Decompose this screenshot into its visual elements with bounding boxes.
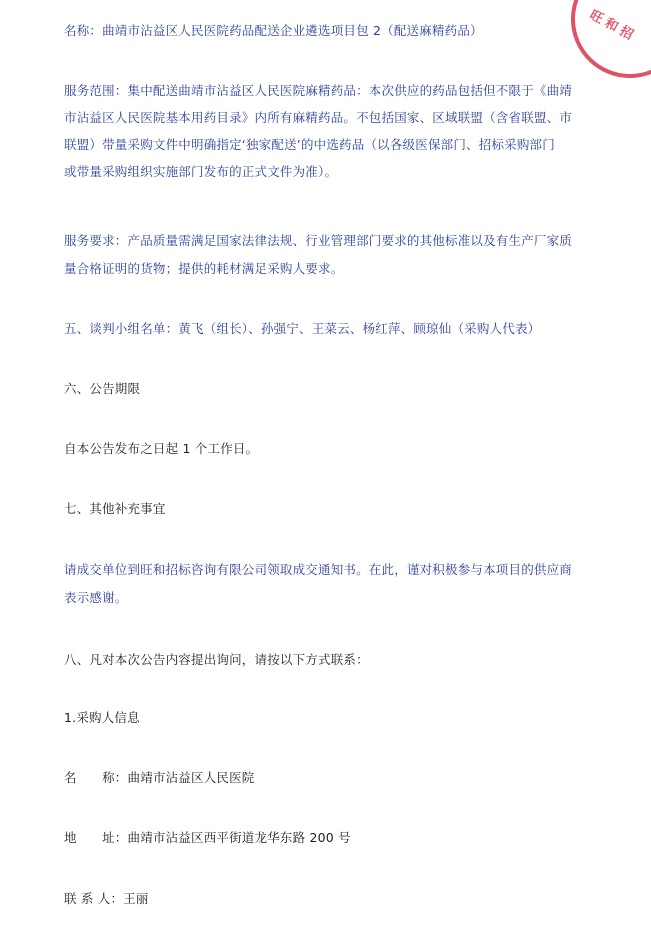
other-matters-line-2: 表示感谢。 — [64, 590, 128, 605]
service-scope-line-1: 服务范围：集中配送曲靖市沾益区人民医院麻精药品：本次供应的药品包括但不限于《曲靖 — [64, 83, 573, 98]
section-announcement-period-heading: 六、公告期限 — [64, 381, 141, 396]
purchaser-address: 地 址：曲靖市沾益区西平街道龙华东路 200 号 — [64, 830, 351, 845]
seal-text: 旺和招 — [587, 7, 640, 46]
section-other-matters-heading: 七、其他补充事宜 — [64, 501, 166, 516]
service-scope-line-4: 或带量采购组织实施部门发布的正式文件为准）。 — [64, 164, 338, 179]
service-requirements-line-2: 量合格证明的货物；提供的耗材满足采购人要求。 — [64, 261, 344, 276]
project-name-line: 名称：曲靖市沾益区人民医院药品配送企业遴选项目包 2（配送麻精药品） — [64, 23, 483, 38]
purchaser-name: 名 称：曲靖市沾益区人民医院 — [64, 770, 255, 785]
negotiation-team-list: 五、谈判小组名单：黄飞（组长）、孙强宁、王菜云、杨红萍、顾琼仙（采购人代表） — [64, 321, 541, 336]
other-matters-line-1: 请成交单位到旺和招标咨询有限公司领取成交通知书。在此，谨对积极参与本项目的供应商 — [64, 562, 573, 577]
purchaser-contact-person: 联 系 人：王丽 — [64, 891, 149, 906]
purchaser-info-title: 1.采购人信息 — [64, 710, 140, 725]
service-scope-line-3: 联盟）带量采购文件中明确指定‘独家配送’的中选药品（以各级医保部门、招标采购部门 — [64, 137, 555, 152]
service-scope-line-2: 市沾益区人民医院基本用药目录》内所有麻精药品。不包括国家、区域联盟（含省联盟、市 — [64, 110, 573, 125]
service-requirements-line-1: 服务要求：产品质量需满足国家法律法规、行业管理部门要求的其他标准以及有生产厂家质 — [64, 233, 573, 248]
announcement-period-text: 自本公告发布之日起 1 个工作日。 — [64, 441, 259, 456]
section-contact-heading: 八、凡对本次公告内容提出询问，请按以下方式联系： — [64, 652, 369, 667]
